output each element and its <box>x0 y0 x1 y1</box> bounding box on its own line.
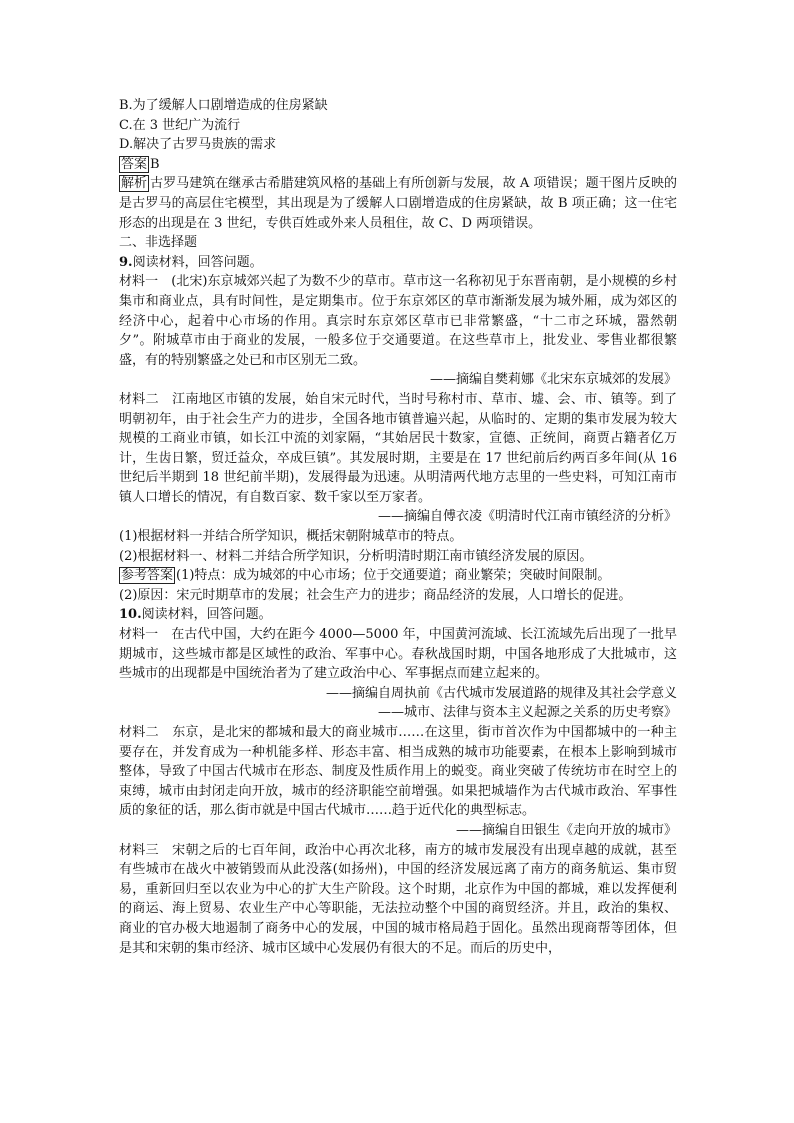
q10-m3-text: 宋朝之后的七百年间，政治中心再次北移，南方的城市发展没有出现卓越的成就，甚至有些城市在战火中被销毁而从此没落(如扬州)，中国的经济发展远离了南方的商务航运、集市贸易，重新回归至以农业为中心的扩大生产阶段。这个时期，北京作为中国的都城，难以发挥便利的商运、海上贸易、农业生产中心等职能，无法拉动整个中国的商贸经济。并且，政治的集权、商业的官办极大地遏制了商务中心的发展，中国的城市格局趋于固化。虽然出现商帮等团体，但是其和宋朝的集市经济、城市区域中心发展仍有很大的不足。而后的历史中， <box>119 842 677 956</box>
q9-m2-label: 材料二 <box>119 391 159 407</box>
q9-m1-source: ——摘编自樊莉娜《北宋东京城郊的发展》 <box>429 372 677 388</box>
option-b: B.为了缓解人口剧增造成的住房紧缺 <box>119 98 328 113</box>
q9-heading <box>119 253 677 273</box>
q9-question-1: (1)根据材料一并结合所学知识，概括宋朝附城草市的特点。 <box>119 529 463 545</box>
analysis-text: 古罗马建筑在继承古希腊建筑风格的基础上有所创新与发展，故 A 项错误；题干图片反映的是古罗马的高层住宅模型，其出现是为了缓解人口剧增造成的住房紧缺，故 B 项正确；这一住宅形态的出现是在 3 世纪，专供百姓或外来人员租住，故 C、D 两项错误。 <box>119 176 677 231</box>
section-title: 二、非选择题 <box>119 235 198 251</box>
option-d: D.解决了古罗马贵族的需求 <box>119 137 277 153</box>
q10-m2-label: 材料二 <box>119 725 159 740</box>
q10-material-3 <box>119 841 677 959</box>
q10-material-2 <box>119 723 677 821</box>
q9-m2-text: 江南地区市镇的发展，始自宋元时代，当时号称村市、草市、墟、会、市、镇等。到了明朝初年，由于社会生产力的进步，全国各地市镇普遍兴起，从临时的、定期的集市发展为较大规模的工商业市镇，如长江中流的刘家隔，“其始居民十数家，宣德、正统间，商贾占籍者亿万计，生齿日繁，贸迁益众，卒成巨镇”。其发展时期，主要是在 17 世纪前后约两百多年间(从 16 世纪后半期到 18 世纪前半期)，发展得最为迅速。从明清两代地方志里的一些史料，可知江南市镇人口增长的情况，有自数百家、数千家以至万家者。 <box>119 391 677 505</box>
option-c: C.在 3 世纪广为流行 <box>119 117 241 133</box>
q10-prompt: 阅读材料，回答问题。 <box>141 607 272 623</box>
answer-label: 答案 <box>121 156 148 172</box>
reference-answer-label: 参考答案 <box>121 568 174 584</box>
q9-answer-2: (2)原因：宋元时期草市的发展；社会生产力的进步；商品经济的发展，人口增长的促进。 <box>119 587 632 603</box>
q9-number: 9. <box>119 254 133 270</box>
q9-m1-text: (北宋)东京城郊兴起了为数不少的草市。草市这一名称初见于东晋南朝，是小规模的乡村集市和商业点，具有时间性，是定期集市。位于东京郊区的草市渐渐发展为城外厢，成为郊区的经济中心，起着中心市场的作用。真宗时东京郊区草市已非常繁盛，“十二市之环城，嚣然朝夕”。附城草市由于商业的发展，一般多位于交通要道。在这些草市上，批发业、零售业都很繁盛，有的特别繁盛之处已和市区别无二致。 <box>119 274 677 368</box>
analysis-label: 解析 <box>121 176 148 192</box>
q10-m3-label: 材料三 <box>119 842 159 858</box>
q9-question-2: (2)根据材料一、材料二并结合所学知识，分析明清时期江南市镇经济发展的原因。 <box>119 548 593 564</box>
q9-answer-1 <box>119 566 677 586</box>
q10-number: 10. <box>119 607 142 623</box>
q10-m1-label: 材料一 <box>119 627 159 643</box>
q9-m1-label: 材料一 <box>119 274 159 290</box>
q10-m1-source-2: ——城市、法律与资本主义起源之关系的历史考察》 <box>377 705 677 721</box>
q10-m1-text: 在古代中国，大约在距今 4000—5000 年，中国黄河流域、长江流域先后出现了一批早期城市，这些城市都是区域性的政治、军事中心。春秋战国时期，中国各地形成了大批城市，这些城市的出现都是中国统治者为了建立政治中心、军事据点而建立起来的。 <box>119 627 677 682</box>
q10-heading <box>119 605 677 625</box>
document-page <box>119 96 677 958</box>
q10-material-1 <box>119 625 677 684</box>
answer-value: B <box>150 156 160 172</box>
q9-material-1 <box>119 272 677 370</box>
q10-m2-text: 东京，是北宋的都城和最大的商业城市……在这里，街市首次作为中国都城中的一种主要存在，并发育成为一种机能多样、形态丰富、相当成熟的城市功能要素，在根本上影响到城市整体，导致了中国古代城市在形态、制度及性质作用上的蜕变。商业突破了传统坊市在时空上的束缚，城市由封闭走向开放，城市的经济职能空前增强。如果把城墙作为古代城市政治、军事性质的象征的话，那么街市就是中国古代城市……趋于近代化的典型标志。 <box>119 725 677 819</box>
q9-m2-source: ——摘编自傅衣凌《明清时代江南市镇经济的分析》 <box>377 509 677 525</box>
q9-ans1-text: (1)特点：成为城郊的中心市场；位于交通要道；商业繁荣；突破时间限制。 <box>176 568 611 584</box>
q10-m1-source-1: ——摘编自周执前《古代城市发展道路的规律及其社会学意义 <box>325 685 677 701</box>
q8-analysis <box>119 174 677 233</box>
q9-prompt: 阅读材料，回答问题。 <box>132 254 263 270</box>
q10-m2-source: ——摘编自田银生《走向开放的城市》 <box>455 822 677 838</box>
q8-answer <box>119 155 677 175</box>
q9-material-2 <box>119 390 677 508</box>
